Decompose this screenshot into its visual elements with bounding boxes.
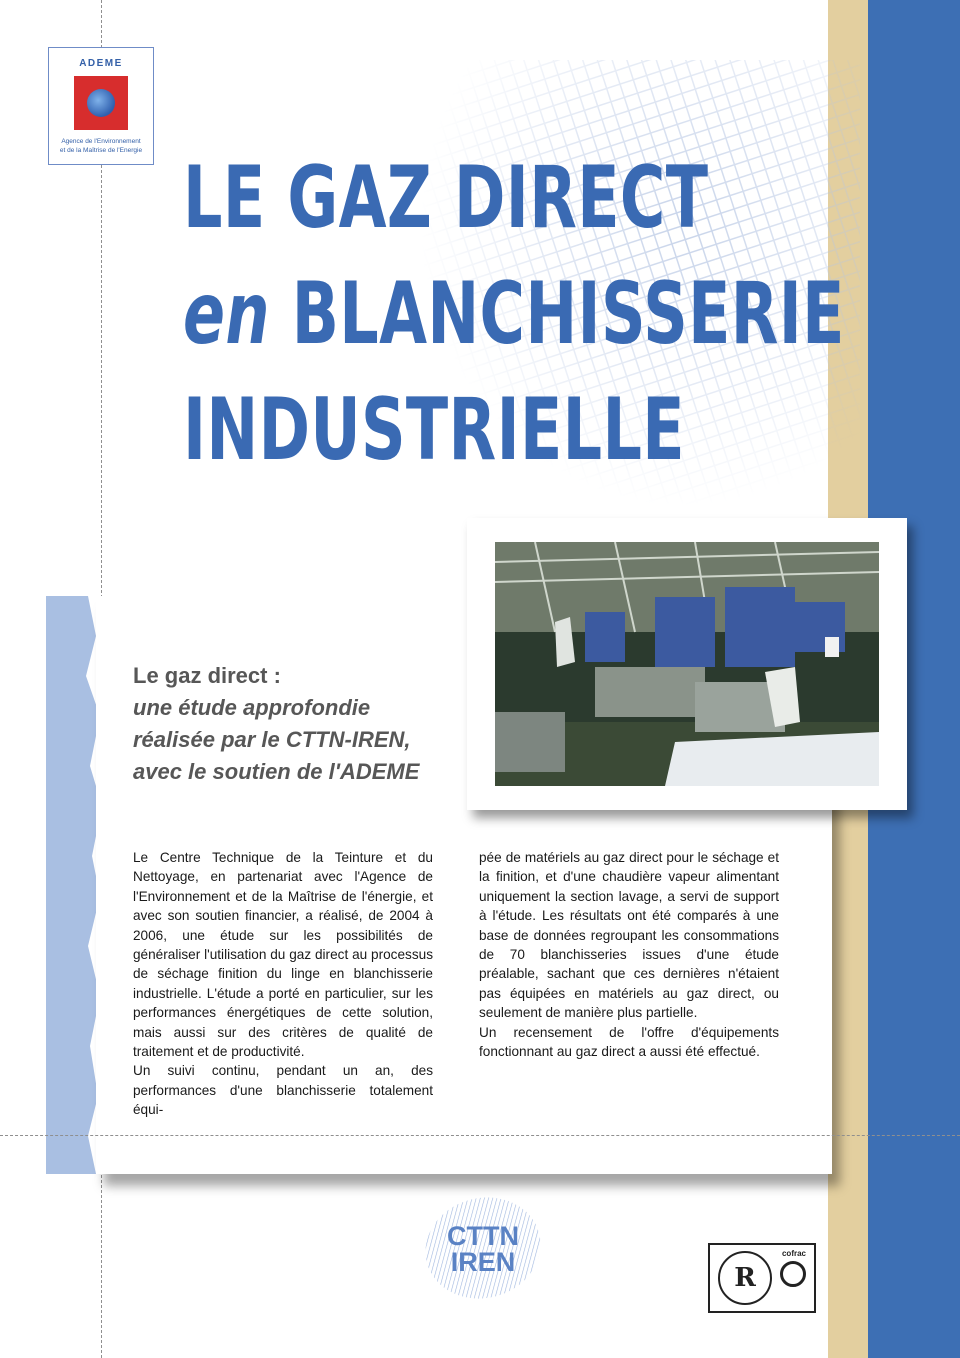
subtitle-line-2: réalisée par le CTTN-IREN, (133, 727, 411, 752)
ademe-logo (48, 47, 154, 165)
body-paragraph: Le Centre Technique de la Teinture et du Nettoyage, en partenariat avec l'Agence de l'Environnement et de la Maîtrise de l'énergie, et avec son soutien financier, a réalisé, de 2004 à 2006, une étude sur les possibilités de généraliser l'utilisation du gaz direct au processus de séchage finition du linge en blanchisserie industrielle. L'étude a porté en particulier, sur les performances énergétiques de cette solution, mais aussi sur des critères de qualité de traitement et de productivité. (133, 850, 433, 1060)
title-italic-en: en (183, 264, 270, 364)
lloyds-register-seal: R (718, 1251, 772, 1305)
section-heading (133, 660, 453, 788)
title-line-2 (183, 256, 845, 372)
title-line-1: LE GAZ DIRECT (183, 148, 709, 248)
laundry-photo (495, 542, 879, 786)
ademe-red-square (74, 76, 128, 130)
cttn-iren-logo (418, 1193, 548, 1303)
cttn-text: CTTN (447, 1221, 519, 1251)
title-line-3: INDUSTRIELLE (183, 380, 685, 480)
subtitle-line-3: avec le soutien de l'ADEME (133, 759, 420, 784)
ademe-name: ADEME (79, 58, 123, 69)
heading-main: Le gaz direct : (133, 663, 281, 688)
photo-frame (467, 518, 907, 810)
page-title (183, 140, 845, 488)
certification-logo (708, 1243, 816, 1313)
agency-line-2: et de la Maîtrise de l'Energie (59, 147, 143, 154)
subtitle-line-1: une étude approfondie (133, 695, 371, 720)
cttn-iren-text (418, 1223, 548, 1275)
cofrac-label: cofrac (781, 1249, 806, 1258)
body-column-2 (479, 848, 779, 1061)
body-paragraph: Un suivi continu, pendant un an, des performances d'une blanchisserie totalement équi- (133, 1063, 433, 1118)
title-line-2-rest: BLANCHISSERIE (269, 264, 845, 364)
horizontal-fold-guide (0, 1135, 960, 1136)
body-column-1 (133, 848, 433, 1120)
ademe-agency-name (49, 137, 153, 155)
body-paragraph: pée de matériels au gaz direct pour le séchage et la finition, et d'une chaudière vapeur alimentant uniquement la section lavage, a servi de support à l'étude. Les résultats ont été comparés à une base de données regroupant les consommations de 70 blanchisseries issues d'une étude préalable, sachant que ces dernières n'étaient pas équipées en matériels au gaz direct, ou seulement de manière plus partielle. (479, 850, 779, 1021)
globe-icon (87, 89, 115, 117)
body-paragraph: Un recensement de l'offre d'équipements fonctionnant au gaz direct a aussi été effectué. (479, 1024, 779, 1060)
agency-line-1: Agence de l'Environnement (61, 138, 141, 145)
heading-subtitle (133, 692, 453, 788)
iren-text: IREN (450, 1247, 516, 1277)
cofrac-icon (780, 1261, 806, 1287)
